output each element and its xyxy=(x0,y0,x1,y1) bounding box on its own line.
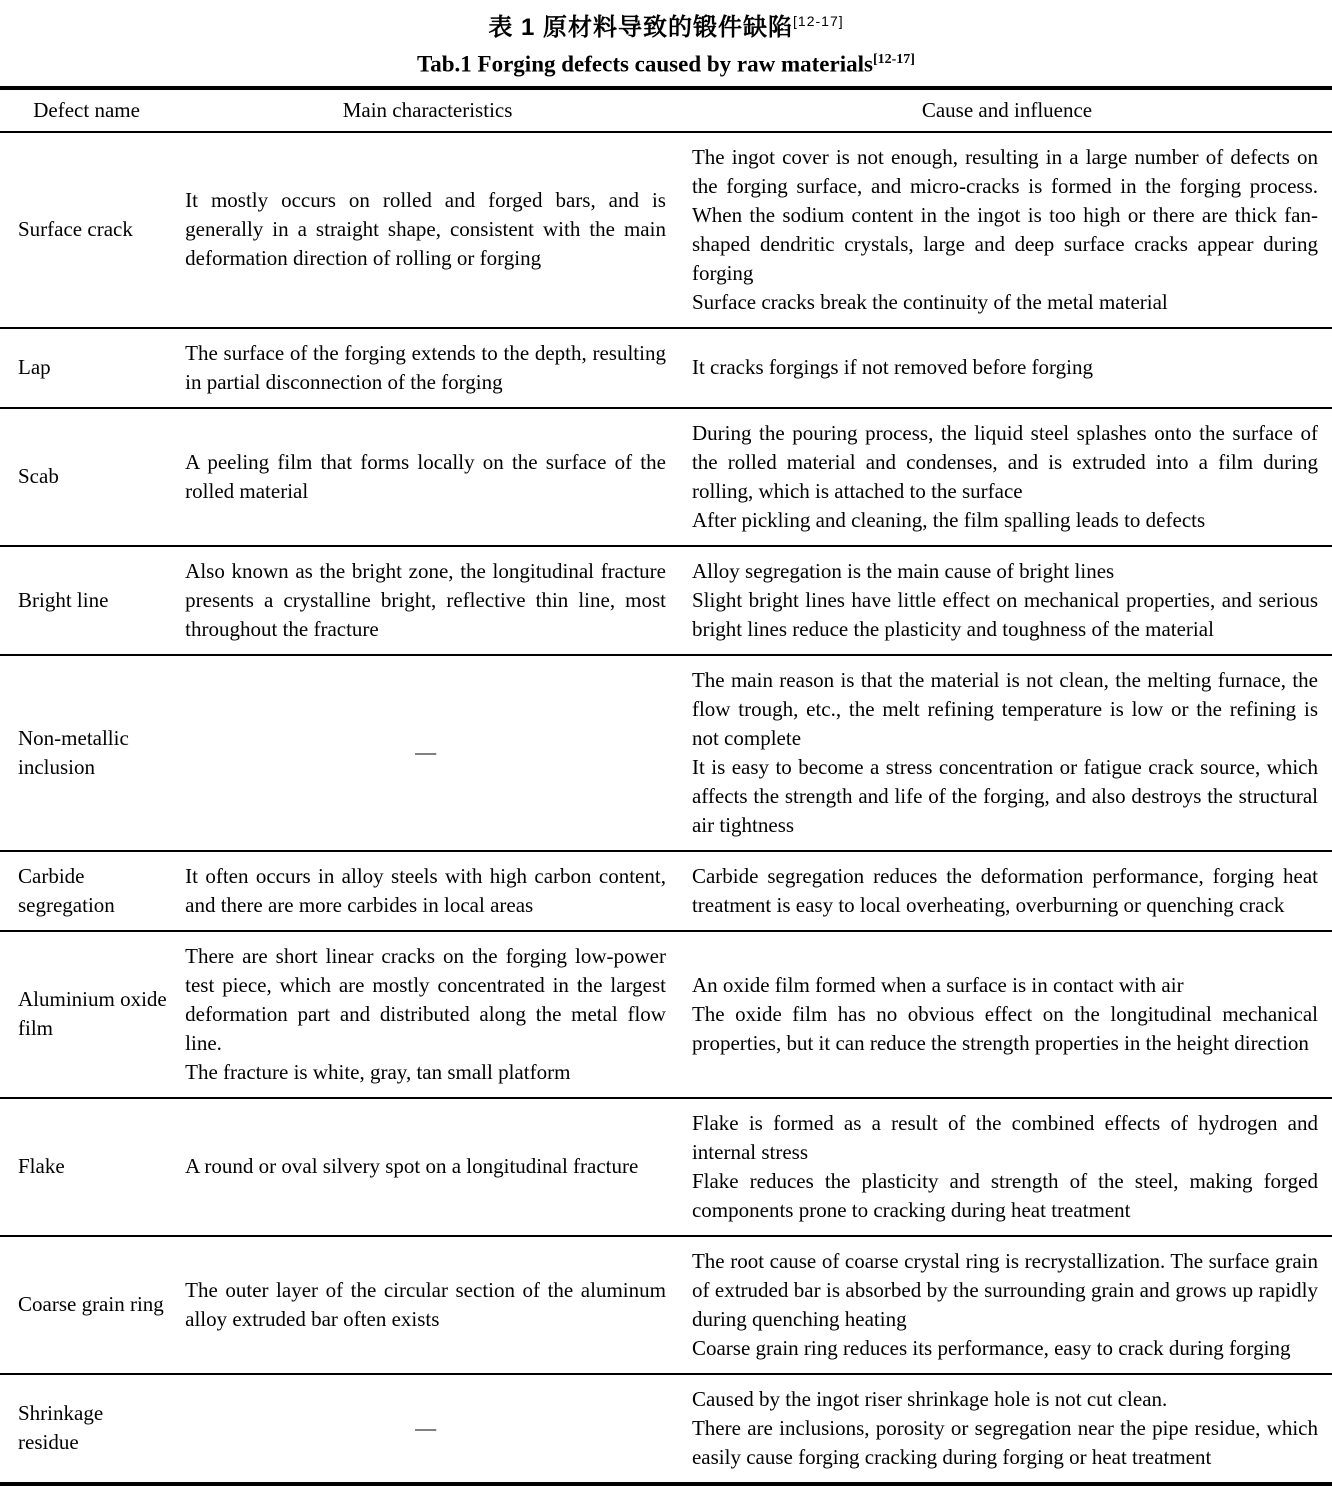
defect-name-cell: Bright line xyxy=(0,546,173,655)
characteristics-paragraph: It often occurs in alloy steels with high carbon content, and there are more carbides in local areas xyxy=(185,863,666,917)
table-row xyxy=(0,931,1332,1098)
cause-paragraph: Flake is formed as a result of the combined effects of hydrogen and internal stress xyxy=(691,1110,1318,1164)
cause-paragraph: An oxide film formed when a surface is in contact with air xyxy=(691,972,1184,997)
main-characteristics-cell xyxy=(173,328,682,408)
characteristics-paragraph: Also known as the bright zone, the longitudinal fracture presents a crystalline bright, reflective thin line, most throughout the fracture xyxy=(185,558,666,641)
cause-paragraph: Slight bright lines have little effect on mechanical properties, and serious bright lines reduce the plasticity and toughness of the material xyxy=(691,587,1318,641)
table-header-row xyxy=(0,88,1332,132)
main-characteristics-cell xyxy=(173,931,682,1098)
table-title-zh xyxy=(0,6,1332,43)
characteristics-paragraph: The fracture is white, gray, tan small platform xyxy=(185,1059,571,1084)
defect-name-cell: Aluminium oxide film xyxy=(0,931,173,1098)
cause-and-influence-cell xyxy=(682,328,1332,408)
cause-and-influence-cell xyxy=(682,1374,1332,1484)
empty-value-dash: — xyxy=(415,1415,437,1440)
cause-paragraph: There are inclusions, porosity or segregation near the pipe residue, which easily cause forging cracking during forging or heat treatment xyxy=(691,1415,1318,1469)
characteristics-paragraph: The outer layer of the circular section of the aluminum alloy extruded bar often exists xyxy=(185,1277,666,1331)
cause-paragraph: Surface cracks break the continuity of the metal material xyxy=(691,289,1168,314)
defect-name-cell: Shrinkage residue xyxy=(0,1374,173,1484)
defect-name-cell: Surface crack xyxy=(18,217,133,242)
table-row xyxy=(0,851,1332,931)
characteristics-paragraph: The surface of the forging extends to the depth, resulting in partial disconnection of the forging xyxy=(185,340,666,394)
main-characteristics-cell xyxy=(173,1236,682,1374)
main-characteristics-cell xyxy=(173,1098,682,1236)
table-row xyxy=(0,546,1332,655)
column-header-cause-and-influence: Cause and influence xyxy=(682,88,1332,132)
table-row xyxy=(0,1236,1332,1374)
table-title-zh-text: 表 1 原材料导致的锻件缺陷 xyxy=(488,14,794,41)
table-title-zh-citation: [12-17] xyxy=(793,13,844,29)
main-characteristics-cell xyxy=(173,1374,682,1484)
cause-and-influence-cell xyxy=(682,851,1332,931)
characteristics-paragraph: There are short linear cracks on the forging low-power test piece, which are mostly concentrated in the largest deformation part and distributed along the metal flow line. xyxy=(185,943,666,1055)
column-header-main-characteristics: Main characteristics xyxy=(173,88,682,132)
cause-paragraph: The main reason is that the material is not clean, the melting furnace, the flow trough, etc., the melt refining temperature is low or the refining is not complete xyxy=(691,667,1318,750)
table-title-en-citation: [12-17] xyxy=(872,52,915,67)
column-header-defect-name: Defect name xyxy=(0,88,173,132)
cause-and-influence-cell xyxy=(682,408,1332,546)
defect-name-cell: Scab xyxy=(0,408,173,546)
cause-paragraph: Coarse grain ring reduces its performance, easy to crack during forging xyxy=(691,1335,1291,1360)
defect-name-cell: Flake xyxy=(0,1098,173,1236)
table-row xyxy=(0,328,1332,408)
cause-and-influence-cell xyxy=(682,655,1332,851)
characteristics-paragraph: It mostly occurs on rolled and forged bars, and is generally in a straight shape, consistent with the main deformation direction of rolling or forging xyxy=(185,188,666,271)
cause-paragraph: After pickling and cleaning, the film spalling leads to defects xyxy=(691,507,1206,532)
main-characteristics-cell xyxy=(173,546,682,655)
characteristics-paragraph: A round or oval silvery spot on a longitudinal fracture xyxy=(185,1154,639,1179)
cause-paragraph: It is easy to become a stress concentration or fatigue crack source, which affects the strength and life of the forging, and also destroys the structural air tightness xyxy=(691,754,1318,837)
main-characteristics-cell xyxy=(173,851,682,931)
table-body xyxy=(0,132,1332,1484)
cause-and-influence-cell xyxy=(682,1098,1332,1236)
defect-name-cell: Lap xyxy=(0,328,173,408)
cause-and-influence-cell xyxy=(682,931,1332,1098)
cause-paragraph: It cracks forgings if not removed before forging xyxy=(691,355,1093,380)
cause-and-influence-cell xyxy=(682,132,1332,328)
main-characteristics-cell xyxy=(173,132,682,328)
defect-name-cell: Coarse grain ring xyxy=(0,1236,173,1374)
cause-and-influence-cell xyxy=(682,1236,1332,1374)
cause-paragraph: Flake reduces the plasticity and strength of the steel, making forged components prone to cracking during heat treatment xyxy=(691,1168,1318,1222)
cause-and-influence-cell xyxy=(682,546,1332,655)
cause-paragraph: The oxide film has no obvious effect on the longitudinal mechanical properties, but it can reduce the strength properties in the height direction xyxy=(691,1001,1318,1055)
cause-paragraph: During the pouring process, the liquid steel splashes onto the surface of the rolled material and condenses, and is extruded into a film during rolling, which is attached to the surface xyxy=(691,420,1318,503)
table-title-en xyxy=(0,45,1332,80)
main-characteristics-cell xyxy=(173,408,682,546)
cause-paragraph: Alloy segregation is the main cause of bright lines xyxy=(691,558,1115,583)
table-row xyxy=(0,655,1332,851)
table-title-en-text: Tab.1 Forging defects caused by raw materials xyxy=(417,51,873,77)
defect-name-cell: Carbide segregation xyxy=(0,851,173,931)
cause-paragraph: The ingot cover is not enough, resulting in a large number of defects on the forging surface, and micro-cracks is formed in the forging process. When the sodium content in the ingot is too high or there are thick fan-shaped dendritic crystals, large and deep surface cracks appear during forging xyxy=(691,144,1318,285)
table-row xyxy=(0,408,1332,546)
defect-name-cell: Non-metallic inclusion xyxy=(0,655,173,851)
cause-paragraph: Carbide segregation reduces the deformation performance, forging heat treatment is easy to local overheating, overburning or quenching crack xyxy=(691,863,1318,917)
forging-defects-table xyxy=(0,86,1332,1486)
empty-value-dash: — xyxy=(415,740,437,765)
main-characteristics-cell xyxy=(173,655,682,851)
table-row xyxy=(0,132,1332,328)
cause-paragraph: The root cause of coarse crystal ring is recrystallization. The surface grain of extruded bar is absorbed by the surrounding grain and grows up rapidly during quenching heating xyxy=(691,1248,1318,1331)
table-row xyxy=(0,1374,1332,1484)
table-row xyxy=(0,1098,1332,1236)
cause-paragraph: Caused by the ingot riser shrinkage hole is not cut clean. xyxy=(691,1386,1168,1411)
characteristics-paragraph: A peeling film that forms locally on the surface of the rolled material xyxy=(185,449,666,503)
